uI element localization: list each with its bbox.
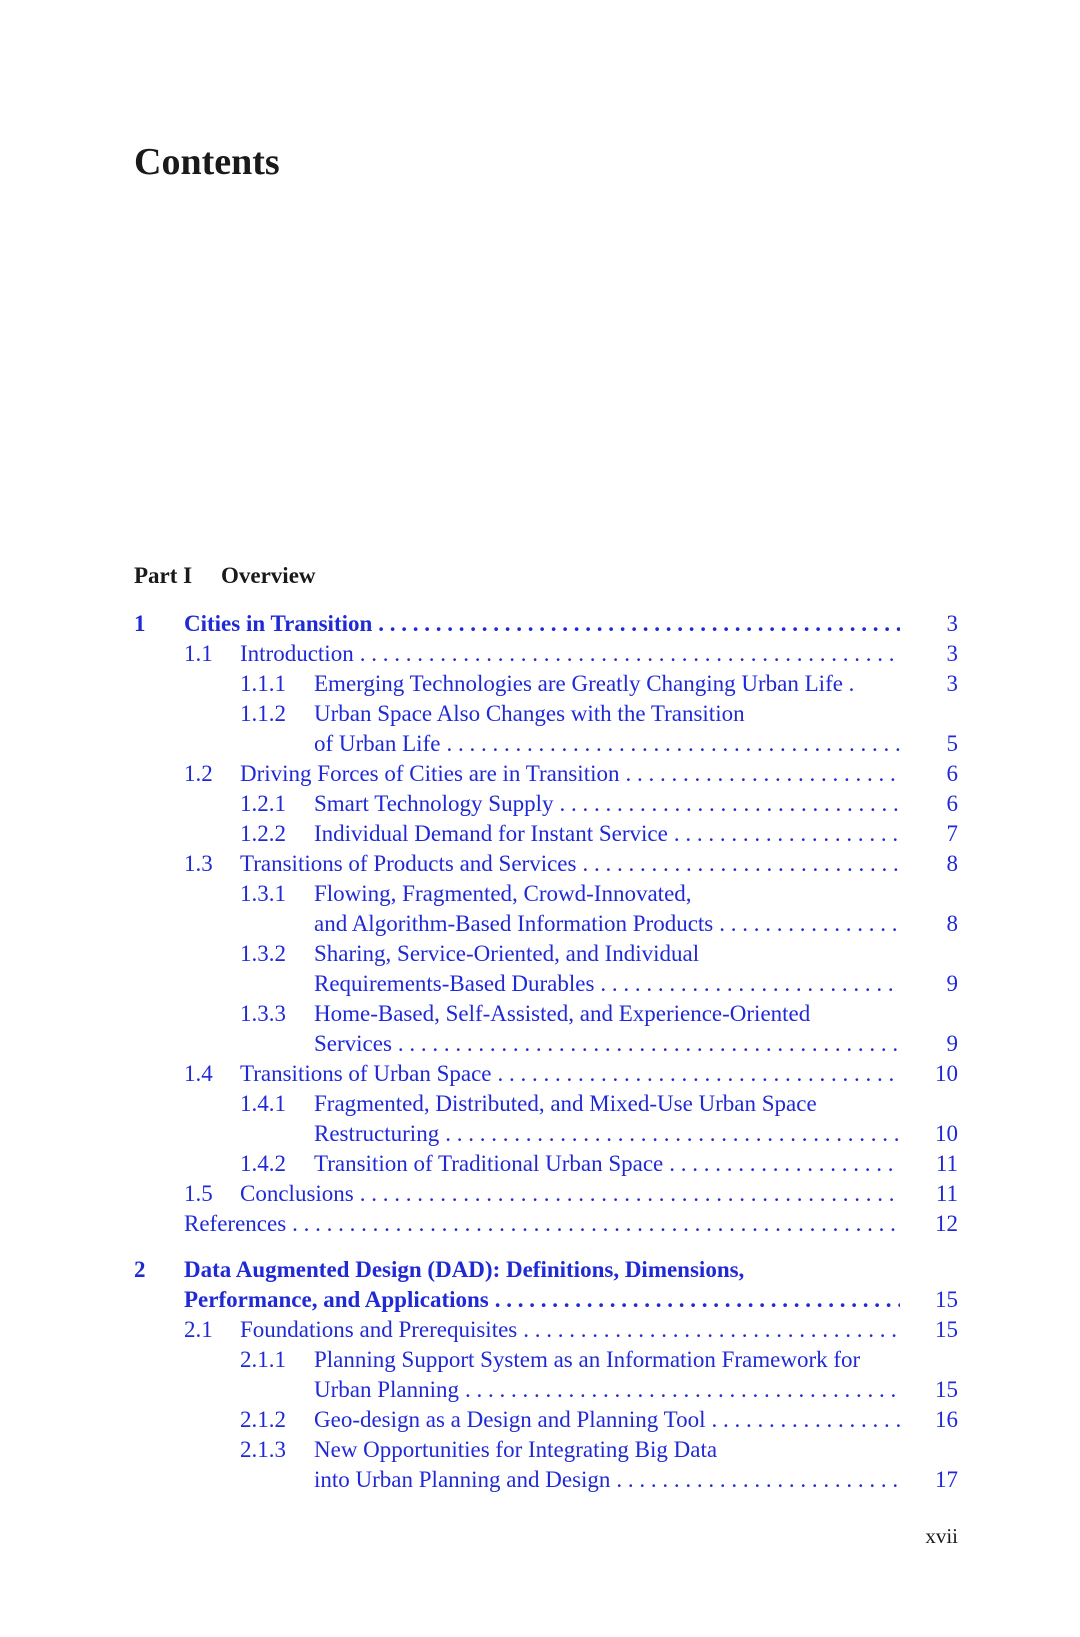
toc-entry-title-line xyxy=(314,939,966,969)
toc-entry-page: 10 xyxy=(935,1061,958,1086)
toc-entry-title-line xyxy=(240,1179,904,1209)
toc-entry-page: 3 xyxy=(946,671,958,696)
toc-entry-page: 12 xyxy=(935,1211,958,1236)
toc-entry-title: Sharing, Service-Oriented, and Individual xyxy=(314,941,700,966)
leader-dots xyxy=(372,609,900,639)
toc-entry-number: 1.2.1 xyxy=(240,791,286,816)
leader-dots xyxy=(286,1209,900,1239)
toc-entry-title: Foundations and Prerequisites xyxy=(240,1317,518,1342)
toc-entry-number: 1.2 xyxy=(184,761,213,786)
toc-entry-page: 16 xyxy=(935,1407,958,1432)
leader-dots xyxy=(354,1179,900,1209)
toc-entry-title: Urban Space Also Changes with the Transition xyxy=(314,701,745,726)
page-number: xvii xyxy=(925,1524,958,1548)
toc-entry[interactable] xyxy=(0,939,1080,999)
toc-entry-title: References xyxy=(184,1211,287,1236)
toc-entry-title: Transitions of Products and Services xyxy=(240,851,577,876)
toc-entry-page: 15 xyxy=(935,1287,958,1312)
toc-entry-title: Introduction xyxy=(240,641,354,666)
toc-entry-title: into Urban Planning and Design xyxy=(314,1467,611,1492)
toc-entry-title: New Opportunities for Integrating Big Data xyxy=(314,1437,718,1462)
toc-entry-number: 2.1.2 xyxy=(240,1407,286,1432)
toc-entry-number: 1.1 xyxy=(184,641,213,666)
toc-entry[interactable] xyxy=(0,1149,1080,1179)
toc-entry-title-line xyxy=(314,999,966,1029)
toc-entry-title-line xyxy=(240,639,904,669)
leader-dots xyxy=(619,759,900,789)
toc-entry[interactable] xyxy=(0,849,1080,879)
toc-entry-number: 1.4.1 xyxy=(240,1091,286,1116)
leader-dots xyxy=(663,1149,900,1179)
toc-entry-title-line xyxy=(314,1405,904,1435)
toc-entry-title: Emerging Technologies are Greatly Changing Urban Life . xyxy=(314,671,855,696)
toc-entry-title: Flowing, Fragmented, Crowd-Innovated, xyxy=(314,881,692,906)
toc-entry[interactable] xyxy=(0,639,1080,669)
toc-entry-title: Smart Technology Supply xyxy=(314,791,554,816)
leader-dots xyxy=(459,1375,900,1405)
leader-dots xyxy=(517,1315,900,1345)
toc-entry[interactable] xyxy=(0,1255,1080,1315)
toc-entry[interactable] xyxy=(0,759,1080,789)
toc-entry-number: 2.1 xyxy=(184,1317,213,1342)
toc-entry-page: 11 xyxy=(935,1151,958,1176)
toc-entry-title-line xyxy=(314,729,904,759)
toc-entry-number: 1.3.1 xyxy=(240,881,286,906)
toc-entry-title: Urban Planning xyxy=(314,1377,460,1402)
toc-entry-page: 15 xyxy=(935,1317,958,1342)
leader-dots xyxy=(553,789,900,819)
toc-entry[interactable] xyxy=(0,609,1080,639)
toc-entry[interactable] xyxy=(0,789,1080,819)
toc-entry-title: Planning Support System as an Information Framework for xyxy=(314,1347,861,1372)
toc-entry-title-line xyxy=(314,819,904,849)
leader-dots xyxy=(354,639,900,669)
toc-entry-page: 11 xyxy=(935,1181,958,1206)
toc-entry-title: Conclusions xyxy=(240,1181,354,1206)
toc-entry-title-line xyxy=(314,1345,966,1375)
leader-dots xyxy=(713,909,900,939)
toc-entry-title: and Algorithm-Based Information Products xyxy=(314,911,714,936)
toc-entry-title-line xyxy=(184,1285,904,1315)
toc-entry-title: Individual Demand for Instant Service xyxy=(314,821,668,846)
toc-entry-number: 1.1.1 xyxy=(240,671,286,696)
toc-entry-title: of Urban Life xyxy=(314,731,441,756)
toc-entry-page: 6 xyxy=(946,761,958,786)
leader-dots xyxy=(576,849,900,879)
toc-entry-title-line xyxy=(314,1465,904,1495)
toc-entry-title-line xyxy=(314,879,966,909)
toc-entry[interactable] xyxy=(0,879,1080,939)
toc-entry-title-line xyxy=(240,1059,904,1089)
toc-entry-title: Services xyxy=(314,1031,392,1056)
leader-dots xyxy=(489,1285,900,1315)
toc-entry[interactable] xyxy=(0,1059,1080,1089)
toc-entry-title-line xyxy=(314,1029,904,1059)
toc-entry-number: 2.1.3 xyxy=(240,1437,286,1462)
toc-entry-title-line xyxy=(184,1255,966,1285)
toc-entry-title-line xyxy=(314,669,904,699)
toc-entry[interactable] xyxy=(0,1209,1080,1239)
toc-entry-number: 2 xyxy=(134,1257,146,1282)
toc-entry-number: 1.3.3 xyxy=(240,1001,286,1026)
toc-entry-page: 6 xyxy=(946,791,958,816)
toc-entry-page: 8 xyxy=(946,851,958,876)
toc-entry-title: Cities in Transition xyxy=(184,611,373,636)
toc-entry-title: Data Augmented Design (DAD): Definitions, Dimensions, xyxy=(184,1257,745,1282)
toc-entry-title: Geo-design as a Design and Planning Tool xyxy=(314,1407,706,1432)
leader-dots xyxy=(610,1465,900,1495)
toc-entry[interactable] xyxy=(0,1179,1080,1209)
toc-entry-title: Driving Forces of Cities are in Transition xyxy=(240,761,620,786)
toc-entry-page: 17 xyxy=(935,1467,958,1492)
leader-dots xyxy=(392,1029,900,1059)
toc-entry[interactable] xyxy=(0,999,1080,1059)
toc-entry[interactable] xyxy=(0,669,1080,699)
toc-entry-title-line xyxy=(184,1209,904,1239)
toc-entry[interactable] xyxy=(0,819,1080,849)
toc-entry-number: 1.4 xyxy=(184,1061,213,1086)
toc-entry-title-line xyxy=(314,969,904,999)
toc-entry-page: 15 xyxy=(935,1377,958,1402)
leader-dots xyxy=(705,1405,900,1435)
toc-entry-number: 1.2.2 xyxy=(240,821,286,846)
toc-entry-title: Fragmented, Distributed, and Mixed-Use Urban Space xyxy=(314,1091,817,1116)
toc-entry-title-line xyxy=(314,1435,966,1465)
toc-entry-title: Transition of Traditional Urban Space xyxy=(314,1151,664,1176)
leader-dots xyxy=(594,969,900,999)
toc-entry-title-line xyxy=(314,699,966,729)
toc-entry-title-line xyxy=(314,789,904,819)
toc-entry-title-line xyxy=(240,1315,904,1345)
toc-entry-number: 1.3.2 xyxy=(240,941,286,966)
toc-entry-number: 1.3 xyxy=(184,851,213,876)
toc-entry[interactable] xyxy=(0,699,1080,759)
toc-entry-title-line xyxy=(314,1089,966,1119)
toc-entry-title-line xyxy=(314,909,904,939)
part-title: Overview xyxy=(221,563,316,588)
toc-entry-number: 1 xyxy=(134,611,146,636)
toc-entry-page: 8 xyxy=(946,911,958,936)
page-title: Contents xyxy=(134,141,280,183)
toc-entry-title-line xyxy=(314,1375,904,1405)
toc-entry-title: Performance, and Applications xyxy=(184,1287,489,1312)
leader-dots xyxy=(491,1059,900,1089)
leader-dots xyxy=(439,1119,900,1149)
toc-entry-title: Transitions of Urban Space xyxy=(240,1061,492,1086)
toc-entry-page: 3 xyxy=(946,611,958,636)
toc-entry-title: Requirements-Based Durables xyxy=(314,971,595,996)
part-label: Part I xyxy=(134,563,193,588)
toc-entry[interactable] xyxy=(0,1345,1080,1405)
toc-entry-page: 9 xyxy=(946,1031,958,1056)
toc-entry-title-line xyxy=(314,1149,904,1179)
toc-entry-page: 7 xyxy=(946,821,958,846)
toc-entry-title: Home-Based, Self-Assisted, and Experience-Oriented xyxy=(314,1001,811,1026)
toc-entry-page: 3 xyxy=(946,641,958,666)
toc-entry[interactable] xyxy=(0,1405,1080,1435)
toc-entry-page: 5 xyxy=(946,731,958,756)
toc-entry-title-line xyxy=(314,1119,904,1149)
toc-entry[interactable] xyxy=(0,1315,1080,1345)
toc-entry-number: 1.4.2 xyxy=(240,1151,286,1176)
toc-entry-number: 1.5 xyxy=(184,1181,213,1206)
toc-entry-page: 9 xyxy=(946,971,958,996)
toc-entry[interactable] xyxy=(0,1089,1080,1149)
toc-entry-title-line xyxy=(184,609,904,639)
leader-dots xyxy=(668,819,900,849)
toc-entry-number: 1.1.2 xyxy=(240,701,286,726)
toc-entry-number: 2.1.1 xyxy=(240,1347,286,1372)
toc-entry-title-line xyxy=(240,759,904,789)
toc-entry-title: Restructuring xyxy=(314,1121,440,1146)
toc-entry-page: 10 xyxy=(935,1121,958,1146)
leader-dots xyxy=(440,729,900,759)
toc-entry[interactable] xyxy=(0,1435,1080,1495)
toc-entry-title-line xyxy=(240,849,904,879)
